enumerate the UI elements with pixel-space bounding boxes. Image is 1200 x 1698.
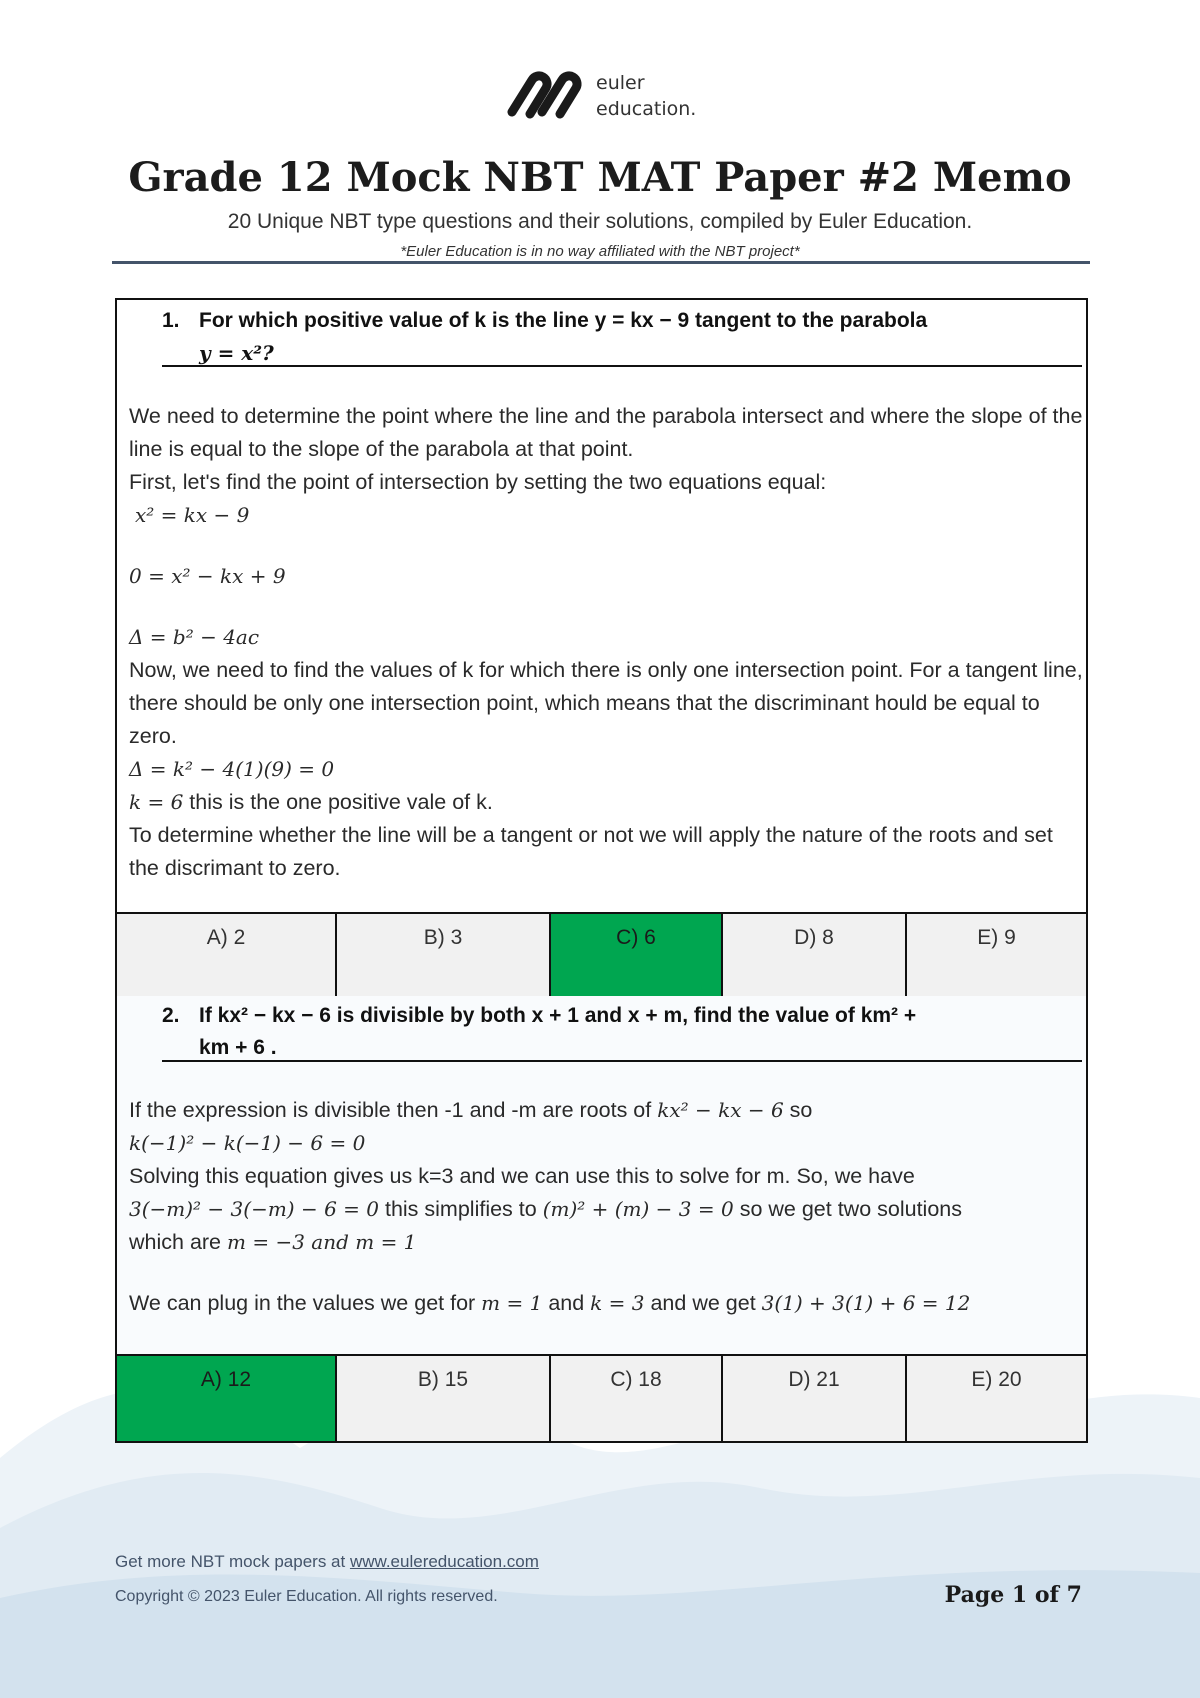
question-2-rule [162, 1060, 1082, 1062]
question-2-solution: If the expression is divisible then -1 and -m are roots of kx² − kx − 6 so k(−1)² − k(−1) − 6 = 0 Solving this equation gives us k=3 and we can use this to solve for m. So, we have 3(−m)² − 3(−m) − 6 = 0 this simplifies to (m)² + (m) − 3 = 0 so we get two solutions which are m = −3 and m = 1 We can plug in the values we get for m = 1 and k = 3 and we get 3(1) + 3(1) + 6 = 12 [129, 1098, 971, 1315]
q1-option-a[interactable]: A) 2 [117, 914, 337, 1000]
q1-option-b[interactable]: B) 3 [337, 914, 551, 1000]
page-subtitle: 20 Unique NBT type questions and their solutions, compiled by Euler Education. [227, 210, 973, 233]
q1-option-e[interactable]: E) 9 [907, 914, 1086, 1000]
q2-option-e[interactable]: E) 20 [907, 1356, 1086, 1441]
question-2-text-line1: If kx² − kx − 6 is divisible by both x + 1 and x + m, find the value of km² + [199, 1004, 917, 1027]
q2-option-a[interactable]: A) 12 [117, 1356, 337, 1441]
footer-cta: Get more NBT mock papers at www.eulereducation.com [115, 1552, 539, 1571]
page-number: Page 1 of 7 [944, 1582, 1082, 1608]
q2-option-c[interactable]: C) 18 [551, 1356, 723, 1441]
q1-option-c[interactable]: C) 6 [551, 914, 723, 1000]
logo-text-line2: education. [596, 98, 697, 120]
q2-option-d[interactable]: D) 21 [723, 1356, 907, 1441]
question-1-solution: We need to determine the point where the line and the parabola intersect and where the slope of the line is equal to the slope of the parabola at that point. First, let's find the point of intersection by setting the two equations equal: x² = kx − 9 0 = x² − kx + 9 Δ = b² − 4ac Now, we need to find the values of k for which there is only one intersection point. For a tangent line, there should be only one intersection point, which means that the discriminant hould be equal to zero. Δ = k² − 4(1)(9) = 0 k = 6 this is the one positive vale of k. To determine whether the line will be a tangent or not we will apply the nature of the roots and set the discrimant to zero. [129, 404, 1083, 880]
euler-education-logo [502, 66, 696, 126]
question-1-rule [162, 365, 1082, 367]
question-1-text-line1: For which positive value of k is the line y = kx − 9 tangent to the parabola [199, 309, 928, 332]
question-2-options [117, 1354, 1086, 1441]
question-1-options [117, 912, 1086, 1000]
question-1-block: 1. For which positive value of k is the line y = kx − 9 tangent to the parabola y = x²? We need to determine the point where the line and the parabola intersect and where the slope of the line is equal to the slope of the parabola at that point. First, let's find the point of intersection by setting the two equations equal: x² = kx − 9 0 = x² − kx + 9 Δ = b² − 4ac Now, we need to find the values of k for which there is only one intersection point. For a tangent line, there should be only one intersection point, which means that the discriminant hould be equal to zero. Δ = k² − 4(1)(9) = 0 k = 6 this is the one positive vale of k. To determine whether the line will be a tangent or not we will apply the nature of the roots and set the discrimant to zero. A) 2 B) 3 C) 6 D) 8 E) 9 [115, 298, 1088, 998]
website-link[interactable]: www.eulereducation.com [349, 1552, 539, 1571]
page-title: Grade 12 Mock NBT MAT Paper #2 Memo [128, 154, 1072, 201]
logo-mark-icon [502, 68, 588, 124]
header-divider [112, 261, 1090, 264]
disclaimer: *Euler Education is in no way affiliated with the NBT project* [400, 243, 800, 260]
question-2-block: 2. If kx² − kx − 6 is divisible by both x + 1 and x + m, find the value of km² + km + 6 . If the expression is divisible then -1 and -m are roots of kx² − kx − 6 so k(−1)² − k(−1) − 6 = 0 Solving this equation gives us k=3 and we can use this to solve for m. So, we have 3(−m)² − 3(−m) − 6 = 0 this simplifies to (m)² + (m) − 3 = 0 so we get two solutions which are m = −3 and m = 1 We can plug in the values we get for m = 1 and k = 3 and we get 3(1) + 3(1) + 6 = 12 A) 12 B) 15 C) 18 D) 21 E) 20 [115, 996, 1088, 1443]
logo-text-line1: euler [596, 72, 645, 94]
footer-copyright: Copyright © 2023 Euler Education. All rights reserved. [115, 1588, 498, 1605]
question-2-text-line2: km + 6 . [199, 1036, 277, 1059]
q2-option-b[interactable]: B) 15 [337, 1356, 551, 1441]
q1-option-d[interactable]: D) 8 [723, 914, 907, 1000]
question-1-text-line2: y = x²? [199, 341, 274, 365]
